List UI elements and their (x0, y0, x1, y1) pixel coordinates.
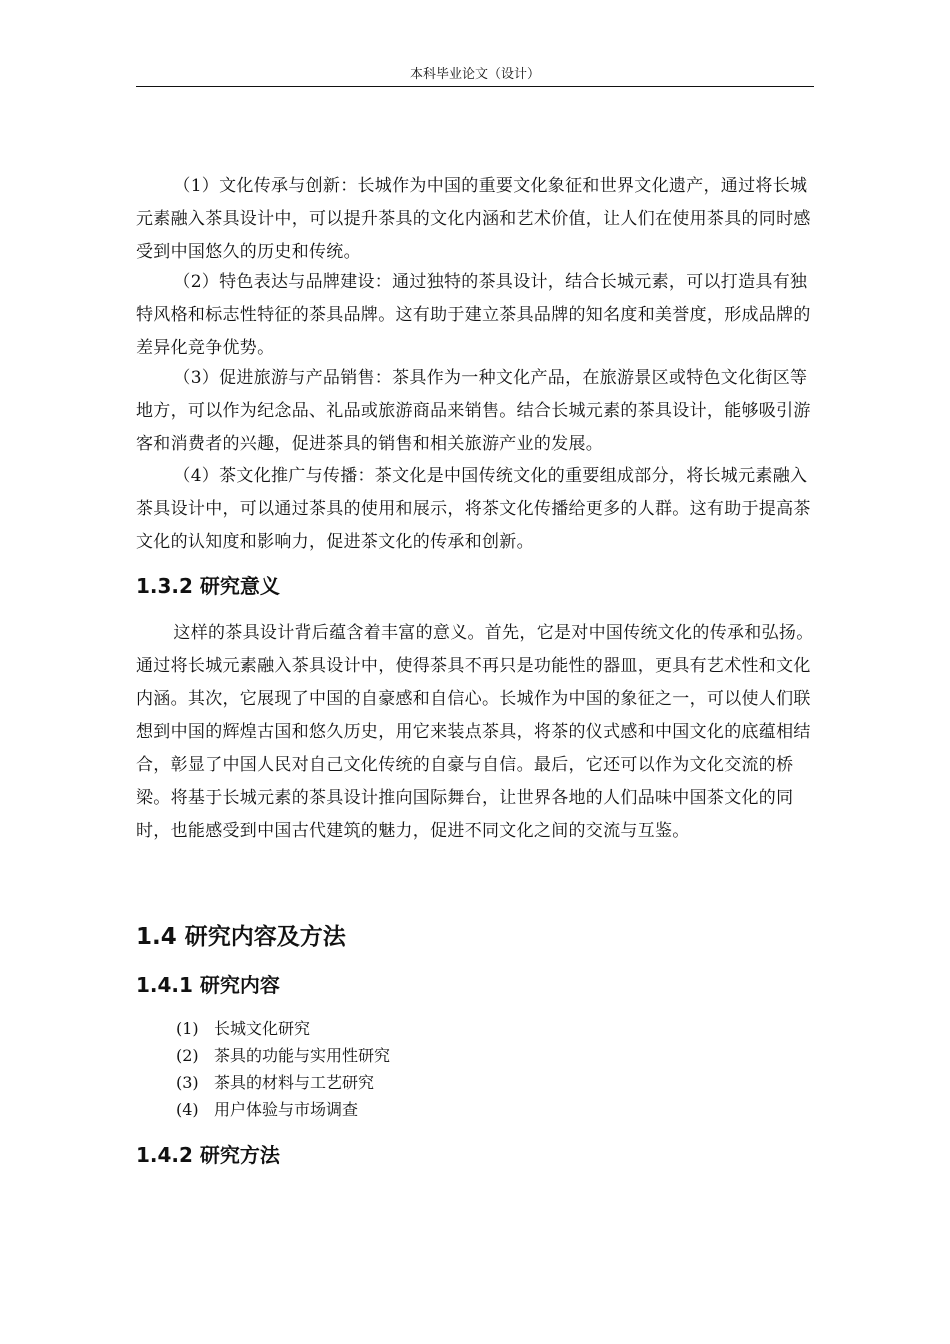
list-item-number: (1) (176, 1019, 199, 1038)
heading-1-3-2: 1.3.2 研究意义 (136, 574, 280, 598)
research-content-list (176, 1015, 390, 1123)
paragraph-4: （4）茶文化推广与传播：茶文化是中国传统文化的重要组成部分，将长城元素融入茶具设计中，可以通过茶具的使用和展示，将茶文化传播给更多的人群。这有助于提高茶文化的认知度和影响力，促进茶文化的传承和创新。 (136, 466, 811, 552)
page-header: 本科毕业论文（设计） (409, 67, 540, 82)
list-item-number: (4) (176, 1100, 199, 1119)
paragraph-significance: 这样的茶具设计背后蕴含着丰富的意义。首先，它是对中国传统文化的传承和弘扬。通过将长城元素融入茶具设计中，使得茶具不再只是功能性的器皿，更具有艺术性和文化内涵。其次，它展现了中国的自豪感和自信心。长城作为中国的象征之一，可以使人们联想到中国的辉煌古国和悠久历史，用它来装点茶具，将茶的仪式感和中国文化的底蕴相结合，彰显了中国人民对自己文化传统的自豪与自信。最后，它还可以作为文化交流的桥梁。将基于长城元素的茶具设计推向国际舞台，让世界各地的人们品味中国茶文化的同时，也能感受到中国古代建筑的魅力，促进不同文化之间的交流与互鉴。 (136, 623, 814, 841)
list-item-text: 茶具的材料与工艺研究 (214, 1073, 375, 1092)
list-item-text: 用户体验与市场调查 (214, 1100, 359, 1119)
paragraph-1: （1）文化传承与创新：长城作为中国的重要文化象征和世界文化遗产，通过将长城元素融入茶具设计中，可以提升茶具的文化内涵和艺术价值，让人们在使用茶具的同时感受到中国悠久的历史和传统。 (136, 176, 811, 262)
list-item-text: 长城文化研究 (214, 1019, 311, 1038)
list-item (176, 1015, 390, 1042)
paragraph-3: （3）促进旅游与产品销售：茶具作为一种文化产品，在旅游景区或特色文化街区等地方，可以作为纪念品、礼品或旅游商品来销售。结合长城元素的茶具设计，能够吸引游客和消费者的兴趣，促进茶具的销售和相关旅游产业的发展。 (136, 368, 811, 454)
list-item (176, 1069, 390, 1096)
list-item (176, 1096, 390, 1123)
list-item (176, 1042, 390, 1069)
list-item-number: (3) (176, 1073, 199, 1092)
list-item-text: 茶具的功能与实用性研究 (214, 1046, 391, 1065)
heading-1-4: 1.4 研究内容及方法 (136, 924, 346, 950)
paragraph-2: （2）特色表达与品牌建设：通过独特的茶具设计，结合长城元素，可以打造具有独特风格和标志性特征的茶具品牌。这有助于建立茶具品牌的知名度和美誉度，形成品牌的差异化竞争优势。 (136, 272, 811, 358)
header-rule (136, 86, 814, 87)
list-item-number: (2) (176, 1046, 199, 1065)
heading-1-4-1: 1.4.1 研究内容 (136, 973, 280, 997)
heading-1-4-2: 1.4.2 研究方法 (136, 1143, 280, 1167)
